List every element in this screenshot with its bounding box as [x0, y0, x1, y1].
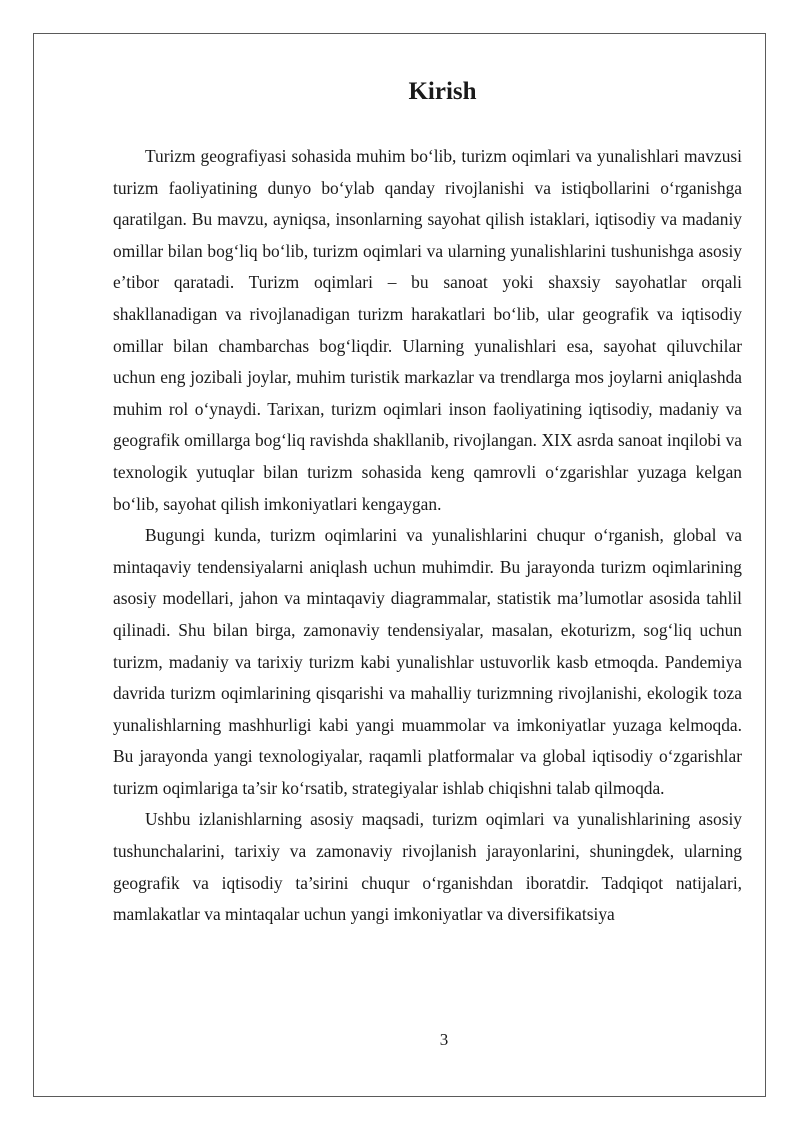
paragraph-1: Turizm geografiyasi sohasida muhim bo‘lib, turizm oqimlari va yunalishlari mavzusi turizm faoliyatining dunyo bo‘ylab qanday rivojlanishi va istiqbollarini o‘rganishga qaratilgan. Bu mavzu, ayniqsa, insonlarning sayohat qilish istaklari, iqtisodiy va madaniy omillar bilan bog‘liq bo‘lib, turizm oqimlari va ularning yunalishlarini tushunishga asosiy e’tibor qaratadi. Turizm oqimlari – bu sanoat yoki shaxsiy sayohatlar orqali shakllanadigan va rivojlanadigan turizm harakatlari bo‘lib, ular geografik va iqtisodiy omillar bilan chambarchas bog‘liqdir. Ularning yunalishlari esa, sayohat qiluvchilar uchun eng jozibali joylar, muhim turistik markazlar va trendlarga mos joylarni aniqlashda muhim rol o‘ynaydi. Tarixan, turizm oqimlari inson faoliyatining iqtisodiy, madaniy va geografik omillarga bog‘liq ravishda shakllanib, rivojlangan. XIX asrda sanoat inqilobi va texnologik yutuqlar bilan turizm sohasida keng qamrovli o‘zgarishlar yuzaga kelgan bo‘lib, sayohat qilish imkoniyatlari kengaygan. [113, 146, 742, 514]
page-title: Kirish [408, 78, 477, 105]
page-content [113, 74, 742, 931]
paragraph-3: Ushbu izlanishlarning asosiy maqsadi, turizm oqimlari va yunalishlarining asosiy tushunchalarini, tarixiy va zamonaviy rivojlanish jarayonlarini, shuningdek, ularning geografik va iqtisodiy ta’sirini chuqur o‘rganishdan iboratdir. Tadqiqot natijalari, mamlakatlar va mintaqalar uchun yangi imkoniyatlar va diversifikatsiya [113, 809, 742, 925]
page-number: 3 [439, 1030, 449, 1049]
paragraph-2: Bugungi kunda, turizm oqimlarini va yunalishlarini chuqur o‘rganish, global va mintaqaviy tendensiyalarni aniqlash uchun muhimdir. Bu jarayonda turizm oqimlarining asosiy modellari, jahon va mintaqaviy diagrammalar, statistik ma’lumotlar asosida tahlil qilinadi. Shu bilan birga, zamonaviy tendensiyalar, masalan, ekoturizm, sog‘liq uchun turizm, madaniy va tarixiy turizm kabi yunalishlar ustuvorlik kasb etmoqda. Pandemiya davrida turizm oqimlarining qisqarishi va mahalliy turizmning rivojlanishi, ekologik toza yunalishlarning mashhurligi kabi yangi muammolar va imkoniyatlar yuzaga kelmoqda. Bu jarayonda yangi texnologiyalar, raqamli platformalar va global iqtisodiy o‘zgarishlar turizm oqimlariga ta’sir ko‘rsatib, strategiyalar ishlab chiqishni talab qilmoqda. [113, 525, 742, 798]
